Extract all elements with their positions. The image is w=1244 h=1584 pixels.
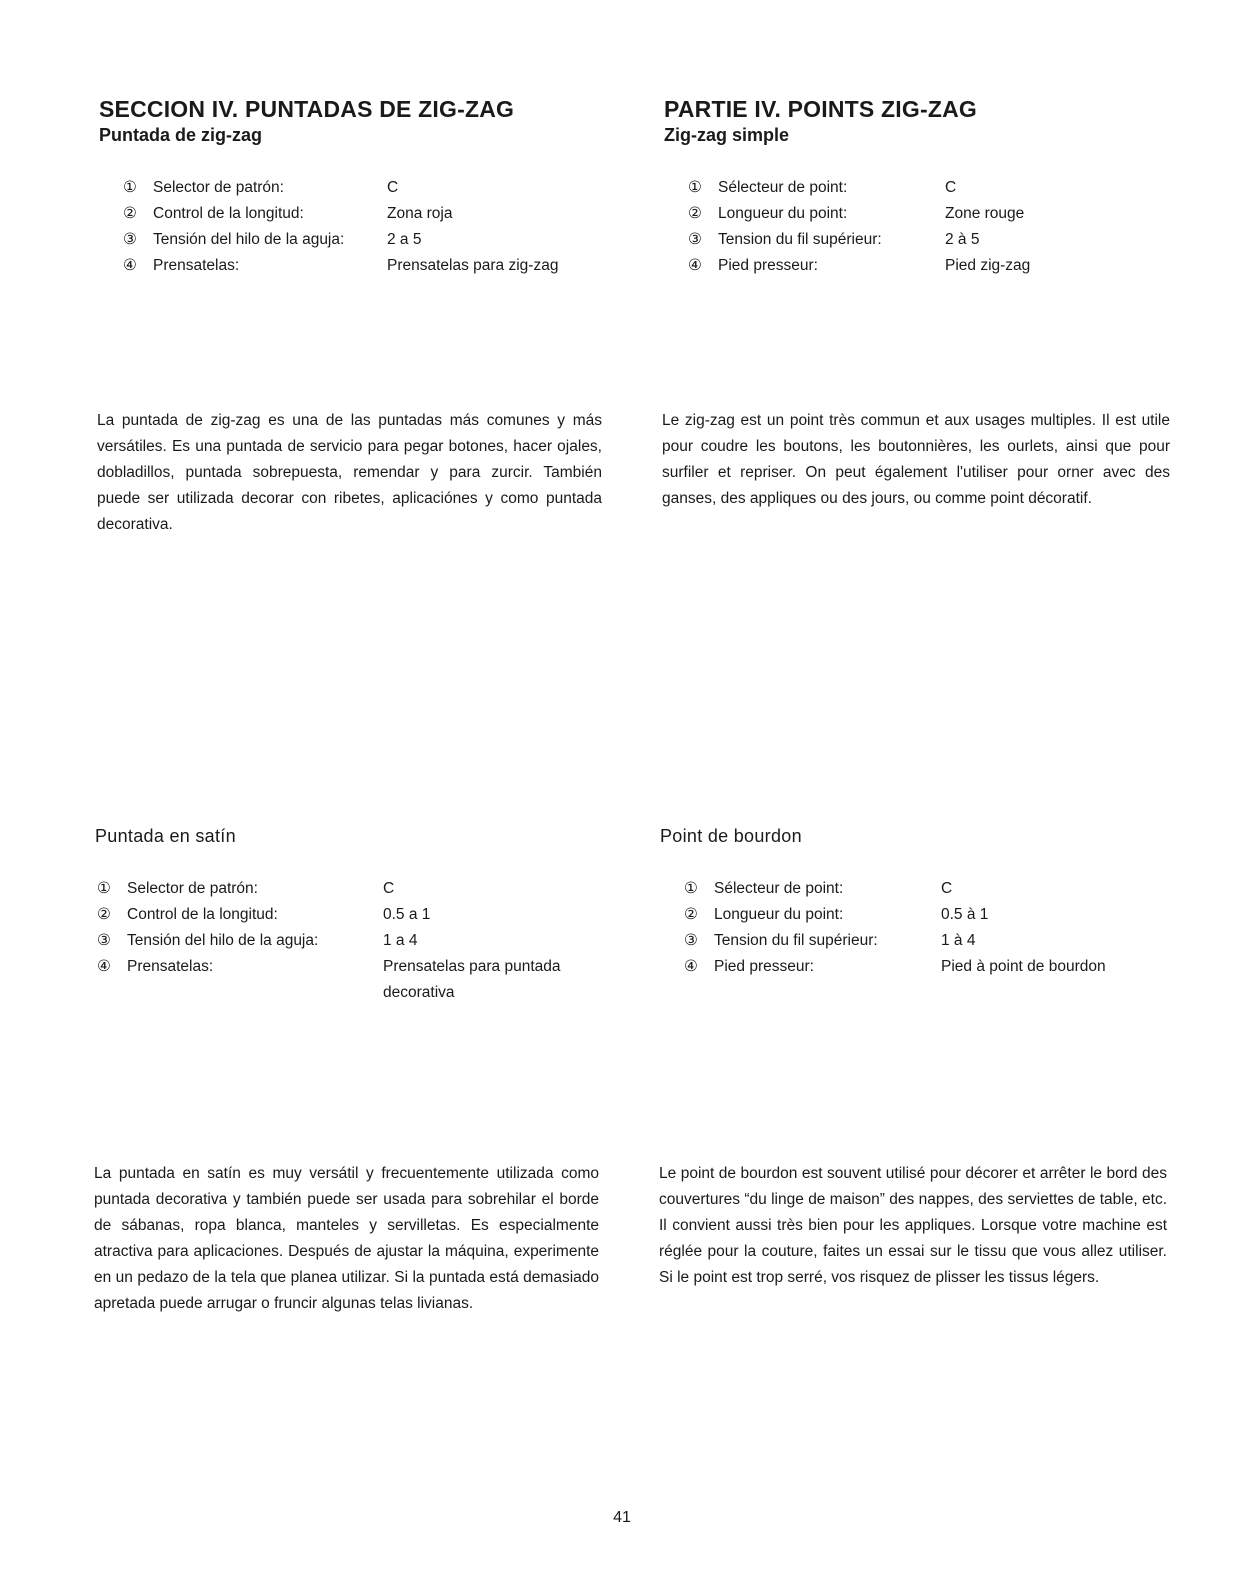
setting-value: Pied à point de bourdon <box>941 958 1106 975</box>
setting-value: 0.5 à 1 <box>941 906 989 923</box>
setting-label: Pied presseur: <box>714 958 814 975</box>
setting-value: Prensatelas para puntada decorativa <box>383 958 561 1001</box>
fr-zigzag-paragraph: Le zig-zag est un point très commun et aux usages multiples. Il est utile pour coudre les boutons, les boutonnières, les ourlets, ainsi que pour surfiler et repriser. On peut également l'utiliser pour orner avec des ganses, des appliques ou des jours, ou comme point décoratif. <box>662 412 1170 507</box>
setting-label: Longueur du point: <box>714 906 844 923</box>
circled-number: ④ <box>97 958 111 975</box>
circled-number: ② <box>684 906 698 923</box>
fr-bourdon-subtitle: Point de bourdon <box>660 826 802 846</box>
circled-number: ④ <box>684 958 698 975</box>
es-zigzag-subtitle: Puntada de zig-zag <box>99 125 263 145</box>
circled-number: ③ <box>123 231 137 248</box>
setting-row <box>93 954 613 1006</box>
setting-row <box>680 902 1180 928</box>
setting-row <box>119 227 619 253</box>
setting-value: C <box>387 179 399 196</box>
fr-bourdon-settings <box>680 876 1180 980</box>
setting-value: 2 a 5 <box>387 231 422 248</box>
es-satin-paragraph: La puntada en satín es muy versátil y frecuentemente utilizada como puntada decorativa y también puede ser usada para sobrehilar el borde de sábanas, ropa blanca, manteles y servilletas. Es especialmente atractiva para aplicaciones. Después de ajustar la máquina, experimente en un pedazo de la tela que planea utilizar. Si la puntada está demasiado apretada puede arrugar o fruncir algunas telas livianas. <box>94 1165 599 1312</box>
circled-number: ④ <box>688 257 702 274</box>
setting-label: Tension du fil supérieur: <box>718 231 882 248</box>
setting-value: Zone rouge <box>945 205 1025 222</box>
setting-label: Longueur du point: <box>718 205 848 222</box>
es-zigzag-header <box>99 95 619 147</box>
setting-label: Sélecteur de point: <box>714 880 844 897</box>
setting-value: C <box>945 179 957 196</box>
setting-row <box>684 175 1184 201</box>
setting-label: Tensión del hilo de la aguja: <box>127 932 319 949</box>
setting-label: Tension du fil supérieur: <box>714 932 878 949</box>
fr-bourdon-paragraph: Le point de bourdon est souvent utilisé pour décorer et arrêter le bord des couvertures “du linge de maison” des nappes, des serviettes de table, etc. Il convient aussi très bien pour les appliques. Lorsque votre machine est réglée pour la couture, faites un essai sur le tissu que vous allez utiliser. Si le point est trop serré, vos risquez de plisser les tissus légers. <box>659 1165 1167 1286</box>
es-satin-subtitle: Puntada en satín <box>95 826 236 846</box>
circled-number: ② <box>123 205 137 222</box>
fr-zigzag-header <box>664 95 1184 147</box>
es-section-title: SECCION IV. PUNTADAS DE ZIG-ZAG <box>99 96 515 122</box>
fr-zigzag-settings <box>684 175 1184 279</box>
setting-label: Selector de patrón: <box>153 179 284 196</box>
circled-number: ③ <box>684 932 698 949</box>
setting-row <box>93 902 613 928</box>
fr-section-title: PARTIE IV. POINTS ZIG-ZAG <box>664 96 977 122</box>
setting-label: Tensión del hilo de la aguja: <box>153 231 345 248</box>
setting-row <box>119 253 619 279</box>
setting-value: C <box>383 880 395 897</box>
setting-label: Control de la longitud: <box>127 906 278 923</box>
setting-label: Prensatelas: <box>127 958 214 975</box>
setting-label: Sélecteur de point: <box>718 179 848 196</box>
circled-number: ① <box>97 880 111 897</box>
setting-value: 2 à 5 <box>945 231 980 248</box>
setting-row <box>684 227 1184 253</box>
fr-zigzag-subtitle: Zig-zag simple <box>664 125 790 145</box>
setting-row <box>680 954 1180 980</box>
es-satin-settings <box>93 876 613 1006</box>
setting-label: Pied presseur: <box>718 257 818 274</box>
setting-value: Prensatelas para zig-zag <box>387 257 559 274</box>
fr-bourdon-header <box>660 824 1160 848</box>
setting-value: Pied zig-zag <box>945 257 1031 274</box>
setting-label: Prensatelas: <box>153 257 240 274</box>
circled-number: ② <box>97 906 111 923</box>
setting-value: 1 a 4 <box>383 932 418 949</box>
es-satin-header <box>95 824 595 848</box>
setting-label: Control de la longitud: <box>153 205 304 222</box>
circled-number: ③ <box>688 231 702 248</box>
circled-number: ④ <box>123 257 137 274</box>
setting-row <box>680 928 1180 954</box>
circled-number: ① <box>684 880 698 897</box>
circled-number: ② <box>688 205 702 222</box>
setting-row <box>119 201 619 227</box>
es-zigzag-paragraph: La puntada de zig-zag es una de las puntadas más comunes y más versátiles. Es una puntada de servicio para pegar botones, hacer ojales, dobladillos, puntada sobrepuesta, remendar y para zurcir. También puede ser utilizada decorar con ribetes, aplicaciónes y como puntada decorativa. <box>97 412 602 533</box>
setting-row <box>119 175 619 201</box>
setting-value: Zona roja <box>387 205 453 222</box>
setting-value: 1 à 4 <box>941 932 976 949</box>
circled-number: ③ <box>97 932 111 949</box>
setting-row <box>93 876 613 902</box>
circled-number: ① <box>123 179 137 196</box>
setting-row <box>93 928 613 954</box>
setting-label: Selector de patrón: <box>127 880 258 897</box>
setting-value: C <box>941 880 953 897</box>
es-zigzag-settings <box>119 175 619 279</box>
circled-number: ① <box>688 179 702 196</box>
page-number: 41 <box>613 1509 631 1526</box>
setting-row <box>684 201 1184 227</box>
setting-value: 0.5 a 1 <box>383 906 431 923</box>
setting-row <box>684 253 1184 279</box>
setting-row <box>680 876 1180 902</box>
